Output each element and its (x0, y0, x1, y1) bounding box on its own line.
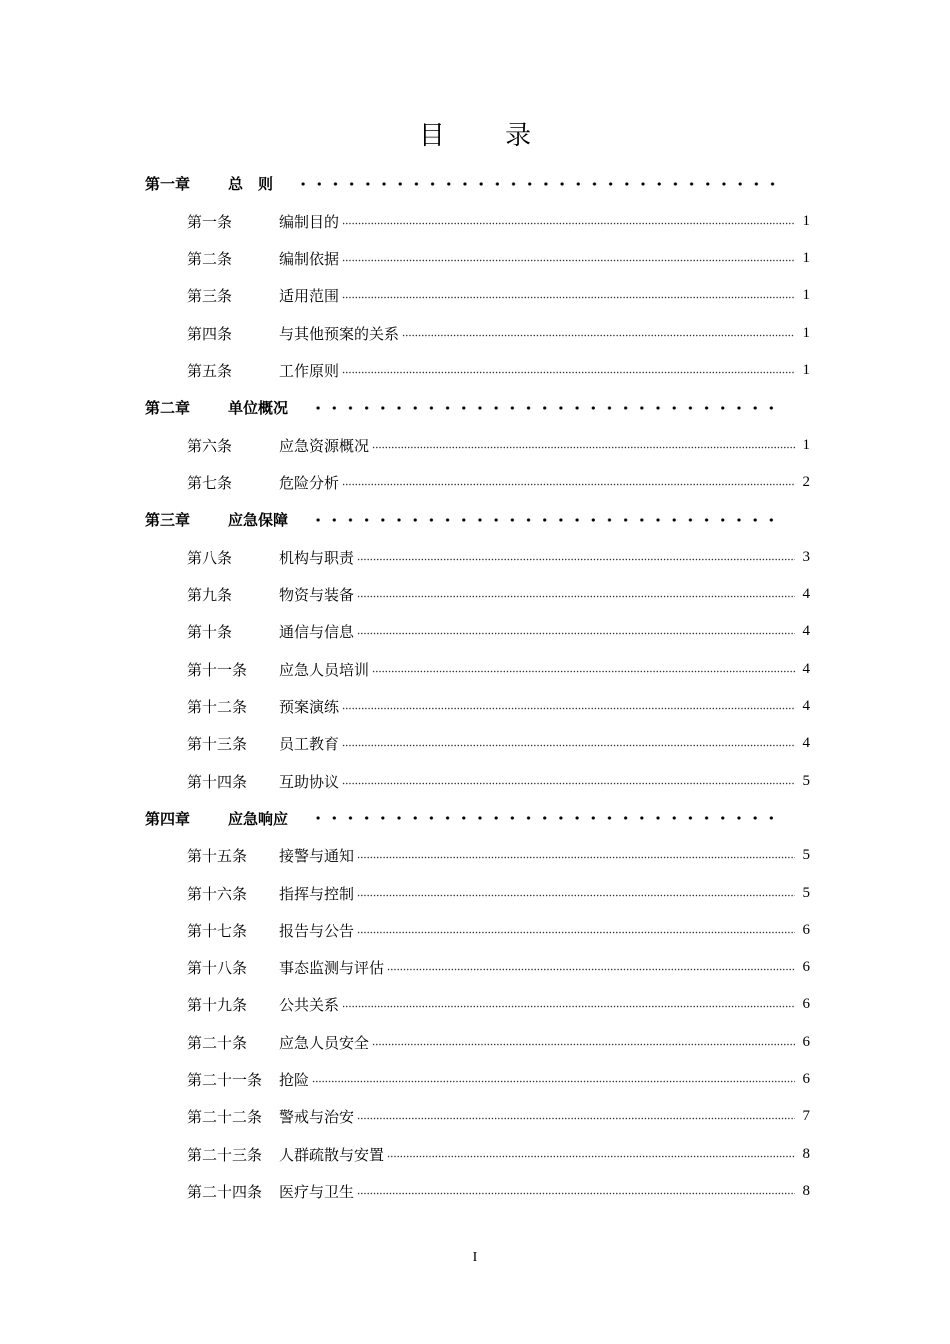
article-number: 第八条 (187, 548, 233, 567)
article-title: 互助协议 (279, 772, 340, 791)
article-title: 人群疏散与安置 (279, 1145, 385, 1164)
article-title: 应急人员安全 (279, 1033, 370, 1052)
toc-article[interactable] (145, 314, 810, 351)
article-title: 员工教育 (279, 735, 340, 754)
article-number: 第十四条 (187, 772, 248, 791)
article-number: 第十条 (187, 623, 233, 642)
article-page-number: 2 (802, 473, 810, 490)
article-title: 通信与信息 (279, 623, 355, 642)
toc-chapter[interactable] (145, 389, 810, 427)
chapter-title: 应急保障 (228, 511, 289, 530)
article-number: 第二十四条 (187, 1182, 263, 1201)
article-title: 机构与职责 (279, 548, 355, 567)
article-title: 编制依据 (279, 249, 340, 268)
article-number: 第四条 (187, 324, 233, 343)
article-title: 物资与装备 (279, 586, 355, 605)
article-title: 事态监测与评估 (279, 959, 385, 978)
dot-leader (342, 371, 795, 374)
toc-article[interactable] (145, 912, 810, 949)
dot-leader (310, 815, 780, 821)
article-number: 第十七条 (187, 921, 248, 940)
dot-leader (357, 856, 795, 859)
article-number: 第十一条 (187, 660, 248, 679)
chapter-number: 第四章 (145, 809, 191, 828)
dot-leader (357, 632, 795, 635)
toc-chapter[interactable] (145, 501, 810, 539)
chapter-number: 第二章 (145, 399, 191, 418)
article-page-number: 4 (802, 586, 810, 603)
article-page-number: 1 (802, 287, 810, 304)
article-page-number: 8 (802, 1182, 810, 1199)
toc-article[interactable] (145, 725, 810, 762)
article-number: 第六条 (187, 436, 233, 455)
article-page-number: 6 (802, 959, 810, 976)
article-page-number: 7 (802, 1108, 810, 1125)
article-page-number: 5 (802, 847, 810, 864)
page-title: 目 录 (418, 121, 558, 151)
article-page-number: 6 (802, 1033, 810, 1050)
article-title: 应急人员培训 (279, 660, 370, 679)
toc-article[interactable] (145, 1136, 810, 1173)
toc-chapter[interactable] (145, 165, 810, 203)
toc-article[interactable] (145, 1061, 810, 1098)
chapter-number: 第三章 (145, 511, 191, 530)
article-page-number: 4 (802, 697, 810, 714)
article-page-number: 6 (802, 1071, 810, 1088)
article-page-number: 6 (802, 996, 810, 1013)
toc-article[interactable] (145, 762, 810, 799)
toc-article[interactable] (145, 277, 810, 314)
article-page-number: 5 (802, 884, 810, 901)
dot-leader (357, 1117, 795, 1120)
dot-leader (342, 222, 795, 225)
table-of-contents (145, 165, 810, 1210)
article-number: 第五条 (187, 361, 233, 380)
article-page-number: 1 (802, 324, 810, 341)
toc-article[interactable] (145, 650, 810, 687)
chapter-title: 单位概况 (228, 399, 289, 418)
dot-leader (372, 446, 795, 449)
toc-article[interactable] (145, 1098, 810, 1135)
article-page-number: 4 (802, 623, 810, 640)
article-number: 第二条 (187, 249, 233, 268)
toc-chapter[interactable] (145, 800, 810, 838)
dot-leader (342, 296, 795, 299)
article-number: 第十二条 (187, 697, 248, 716)
toc-article[interactable] (145, 576, 810, 613)
article-page-number: 6 (802, 921, 810, 938)
toc-article[interactable] (145, 464, 810, 501)
toc-article[interactable] (145, 539, 810, 576)
article-page-number: 1 (802, 361, 810, 378)
article-title: 编制目的 (279, 212, 340, 231)
toc-article[interactable] (145, 426, 810, 463)
dot-leader (295, 181, 780, 187)
toc-article[interactable] (145, 1024, 810, 1061)
chapter-title: 应急响应 (228, 809, 289, 828)
dot-leader (342, 483, 795, 486)
article-title: 工作原则 (279, 361, 340, 380)
dot-leader (357, 558, 795, 561)
toc-article[interactable] (145, 203, 810, 240)
toc-article[interactable] (145, 837, 810, 874)
dot-leader (342, 1005, 795, 1008)
article-number: 第二十三条 (187, 1145, 263, 1164)
article-number: 第二十一条 (187, 1071, 263, 1090)
article-page-number: 4 (802, 735, 810, 752)
toc-article[interactable] (145, 688, 810, 725)
dot-leader (357, 931, 795, 934)
dot-leader (387, 968, 795, 971)
article-title: 抢险 (279, 1071, 310, 1090)
article-page-number: 1 (802, 249, 810, 266)
article-page-number: 1 (802, 212, 810, 229)
article-number: 第九条 (187, 586, 233, 605)
article-number: 第二十条 (187, 1033, 248, 1052)
dot-leader (312, 1080, 795, 1083)
toc-article[interactable] (145, 986, 810, 1023)
article-page-number: 4 (802, 660, 810, 677)
page-number: I (472, 1250, 478, 1265)
dot-leader (342, 744, 795, 747)
toc-article[interactable] (145, 352, 810, 389)
article-number: 第三条 (187, 287, 233, 306)
dot-leader (342, 782, 795, 785)
article-number: 第二十二条 (187, 1108, 263, 1127)
article-number: 第一条 (187, 212, 233, 231)
article-title: 指挥与控制 (279, 884, 355, 903)
toc-article[interactable] (145, 613, 810, 650)
article-title: 接警与通知 (279, 847, 355, 866)
toc-article[interactable] (145, 1173, 810, 1210)
article-page-number: 8 (802, 1145, 810, 1162)
article-number: 第十八条 (187, 959, 248, 978)
article-title: 危险分析 (279, 473, 340, 492)
dot-leader (357, 894, 795, 897)
article-title: 医疗与卫生 (279, 1182, 355, 1201)
article-page-number: 5 (802, 772, 810, 789)
dot-leader (310, 517, 780, 523)
article-title: 应急资源概况 (279, 436, 370, 455)
dot-leader (402, 334, 795, 337)
toc-article[interactable] (145, 949, 810, 986)
article-page-number: 1 (802, 436, 810, 453)
dot-leader (310, 405, 780, 411)
dot-leader (342, 259, 795, 262)
chapter-number: 第一章 (145, 175, 191, 194)
article-number: 第十五条 (187, 847, 248, 866)
article-number: 第十九条 (187, 996, 248, 1015)
chapter-title: 总 则 (228, 175, 274, 194)
toc-article[interactable] (145, 240, 810, 277)
article-title: 警戒与治安 (279, 1108, 355, 1127)
article-title: 报告与公告 (279, 921, 355, 940)
article-title: 预案演练 (279, 697, 340, 716)
article-title: 适用范围 (279, 287, 340, 306)
dot-leader (372, 670, 795, 673)
article-title: 公共关系 (279, 996, 340, 1015)
article-title: 与其他预案的关系 (279, 324, 400, 343)
article-number: 第十三条 (187, 735, 248, 754)
article-number: 第七条 (187, 473, 233, 492)
article-number: 第十六条 (187, 884, 248, 903)
toc-article[interactable] (145, 874, 810, 911)
dot-leader (387, 1155, 795, 1158)
dot-leader (372, 1043, 795, 1046)
dot-leader (357, 595, 795, 598)
dot-leader (342, 707, 795, 710)
article-page-number: 3 (802, 548, 810, 565)
dot-leader (357, 1192, 795, 1195)
